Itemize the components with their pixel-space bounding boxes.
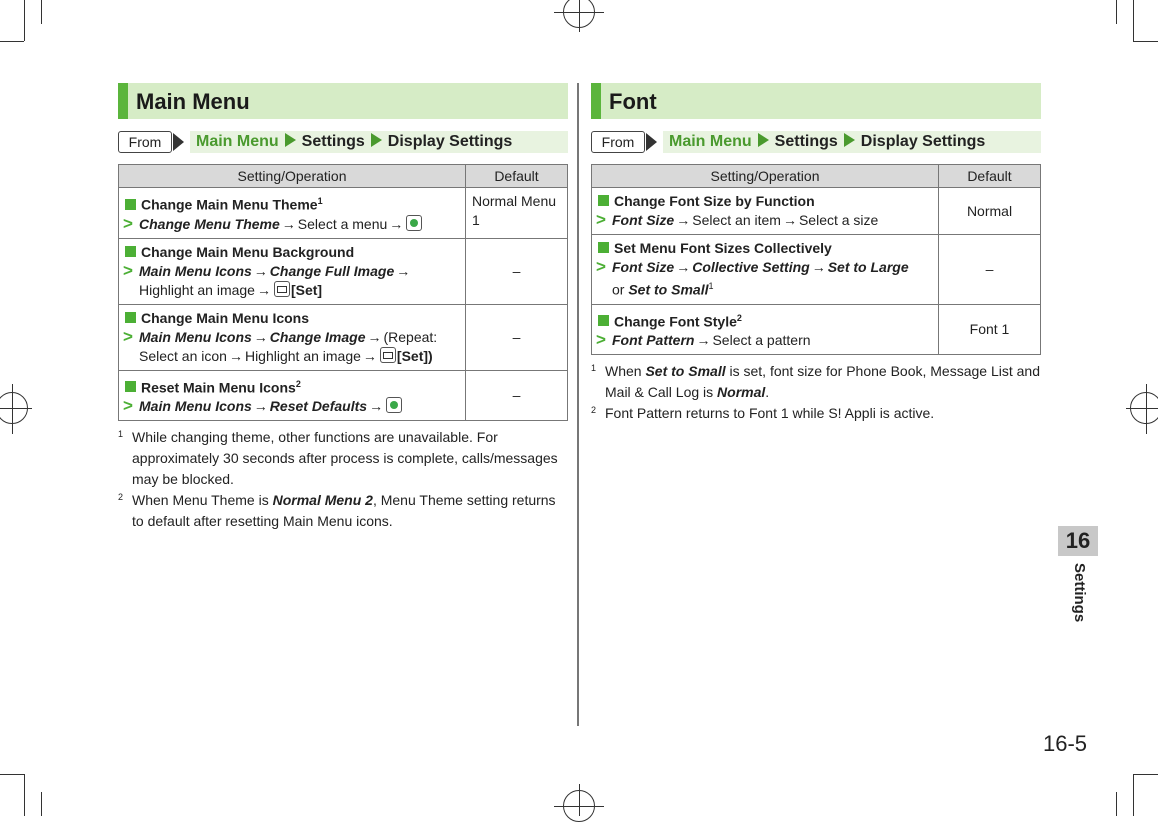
breadcrumb-item: Main Menu: [669, 133, 752, 150]
column-header: Setting/Operation: [119, 165, 466, 188]
menu-item: Change Full Image: [269, 262, 395, 279]
arrow-right-icon: →: [369, 398, 384, 415]
step-text: Highlight an image: [139, 281, 255, 298]
table-row: [592, 235, 1041, 305]
step-text: (Repeat:: [383, 328, 438, 345]
triangle-right-icon: [758, 133, 769, 147]
footnote-text: , Menu Theme setting returns to default after resetting Main Menu icons.: [132, 492, 556, 530]
table-row: [119, 238, 568, 304]
breadcrumb-item: Main Menu: [196, 133, 279, 150]
operation-steps: [125, 215, 459, 234]
footnote-emphasis: Set to Small: [645, 363, 726, 380]
from-arrow-icon: [646, 133, 657, 151]
mail-key-icon: [274, 281, 290, 297]
crop-mark: [1133, 774, 1134, 816]
table-header-row: [592, 165, 1041, 188]
crop-mark: [1116, 0, 1117, 24]
table-header-row: [119, 165, 568, 188]
crop-mark: [0, 408, 32, 409]
setting-label: Set Menu Font Sizes Collectively: [614, 240, 832, 256]
setting-label: Change Font Style: [614, 313, 737, 330]
green-square-icon: [125, 312, 136, 323]
menu-item: Font Pattern: [612, 332, 695, 349]
operation-cell: [119, 188, 466, 239]
green-square-icon: [598, 315, 609, 326]
footnote-emphasis: Normal: [717, 384, 766, 401]
section-header: [118, 83, 568, 119]
breadcrumb: [663, 131, 1041, 153]
arrow-right-icon: →: [256, 281, 271, 298]
arrow-right-icon: →: [676, 259, 691, 275]
footnote-ref: 1: [317, 196, 323, 206]
section-header: [591, 83, 1041, 119]
mail-key-icon: [380, 347, 396, 363]
font-section: [591, 83, 1041, 424]
menu-item: Main Menu Icons: [139, 328, 252, 345]
table-row: [119, 304, 568, 370]
footnote: [118, 427, 568, 490]
menu-item: Change Image: [269, 328, 366, 345]
crop-mark: [1146, 384, 1147, 434]
page-number: 16-5: [1043, 731, 1088, 756]
footnote-ref: 2: [736, 312, 742, 323]
footnote: [591, 361, 1041, 403]
crop-mark: [1126, 408, 1158, 409]
arrow-right-icon: →: [253, 262, 268, 279]
column-header: Default: [466, 165, 568, 188]
breadcrumb-item: Settings: [774, 133, 838, 150]
operation-cell: [119, 238, 466, 304]
crop-mark: [1116, 792, 1117, 816]
menu-item: Reset Defaults: [269, 398, 368, 415]
setting-name: [125, 243, 459, 262]
triangle-right-icon: [844, 133, 855, 147]
operation-cell: [592, 235, 939, 305]
crop-mark: [579, 0, 580, 32]
default-cell: Normal Menu 1: [466, 188, 568, 239]
operation-steps: [598, 258, 932, 300]
menu-item: Font Size: [612, 212, 675, 228]
arrow-right-icon: →: [696, 332, 711, 349]
footnotes: [591, 361, 1041, 424]
step-text: Select an icon: [139, 347, 227, 364]
menu-item: Font Size: [612, 259, 675, 275]
crop-mark: [1133, 41, 1158, 42]
center-key-icon: [406, 215, 422, 231]
column-header: Default: [939, 165, 1041, 188]
menu-item: Main Menu Icons: [139, 398, 252, 415]
default-cell: –: [466, 238, 568, 304]
main-menu-section: [118, 83, 568, 532]
table-row: [119, 370, 568, 421]
section-accent-bar: [118, 83, 128, 119]
crop-mark: [0, 774, 24, 775]
from-label: From: [118, 131, 172, 153]
operation-steps: [125, 262, 459, 300]
arrow-right-icon: →: [389, 215, 404, 232]
default-cell: Font 1: [939, 304, 1041, 355]
table-row: [119, 188, 568, 239]
step-text: Select a pattern: [712, 332, 811, 349]
menu-item: Collective Setting: [692, 259, 810, 275]
footnote-text: is set, font size for Phone Book, Message List and Mail & Call Log is: [605, 363, 1041, 401]
column-header: Setting/Operation: [592, 165, 939, 188]
crop-mark: [554, 806, 604, 807]
crop-mark: [41, 792, 42, 816]
breadcrumb-item: Settings: [301, 133, 365, 150]
footnote-text: .: [765, 384, 770, 401]
operation-cell: [592, 304, 939, 355]
setting-label: Change Main Menu Icons: [141, 309, 310, 326]
step-arrow-icon: >: [123, 213, 133, 233]
footnote-number: 2: [591, 405, 597, 416]
setting-name: [125, 309, 459, 328]
crop-mark: [1133, 774, 1158, 775]
footnote-text: When: [605, 363, 646, 380]
setting-name: [125, 192, 459, 215]
setting-label: Change Main Menu Theme: [141, 196, 318, 213]
arrow-right-icon: →: [811, 259, 826, 275]
chapter-number: 16: [1058, 526, 1098, 556]
softkey-label: [Set]: [290, 281, 323, 298]
arrow-right-icon: →: [253, 328, 268, 345]
step-arrow-icon: >: [596, 210, 606, 229]
step-arrow-icon: >: [596, 257, 606, 276]
footnotes: [118, 427, 568, 532]
arrow-right-icon: →: [396, 262, 411, 279]
step-text: Select a size: [798, 212, 879, 228]
crop-mark: [41, 0, 42, 24]
operation-steps: [125, 328, 459, 366]
green-square-icon: [125, 381, 136, 392]
menu-path: [118, 131, 568, 153]
footnote-emphasis: Normal Menu 2: [272, 492, 373, 509]
default-cell: Normal: [939, 188, 1041, 235]
footnote-ref: 1: [708, 281, 714, 291]
table-row: [592, 188, 1041, 235]
operation-cell: [119, 304, 466, 370]
crop-mark: [554, 12, 604, 13]
crop-mark: [0, 41, 24, 42]
setting-name: [125, 375, 459, 398]
footnote-number: 2: [118, 492, 124, 503]
green-square-icon: [598, 195, 609, 206]
setting-name: [598, 192, 932, 211]
default-cell: –: [939, 235, 1041, 305]
menu-item: Set to Small: [628, 281, 709, 298]
crop-mark: [1133, 0, 1134, 41]
default-cell: –: [466, 304, 568, 370]
arrow-right-icon: →: [676, 212, 691, 228]
step-text: Highlight an image: [244, 347, 361, 364]
chapter-name: Settings: [1071, 563, 1088, 623]
green-square-icon: [125, 246, 136, 257]
step-text: Select an item: [692, 212, 781, 228]
operation-steps: [598, 331, 932, 350]
footnote-number: 1: [591, 363, 597, 374]
arrow-right-icon: →: [782, 212, 797, 228]
menu-path: [591, 131, 1041, 153]
default-cell: –: [466, 370, 568, 421]
setting-name: [598, 309, 932, 332]
breadcrumb-item: Display Settings: [860, 133, 986, 150]
crop-mark: [24, 774, 25, 816]
triangle-right-icon: [371, 133, 382, 147]
step-arrow-icon: >: [596, 330, 606, 350]
crop-mark: [24, 0, 25, 41]
step-arrow-icon: >: [123, 260, 133, 280]
green-square-icon: [598, 242, 609, 253]
setting-label: Change Main Menu Background: [141, 243, 355, 260]
arrow-right-icon: →: [253, 398, 268, 415]
crop-mark: [12, 384, 13, 434]
section-accent-bar: [591, 83, 601, 119]
settings-table: [118, 164, 568, 421]
setting-name: [598, 239, 932, 258]
column-divider: [577, 83, 579, 726]
footnote: [118, 490, 568, 532]
menu-item: Change Menu Theme: [139, 215, 280, 232]
from-label: From: [591, 131, 645, 153]
step-arrow-icon: >: [123, 396, 133, 416]
operation-cell: [592, 188, 939, 235]
section-title: Main Menu: [136, 89, 250, 114]
arrow-right-icon: →: [362, 347, 377, 364]
footnote-number: 1: [118, 429, 124, 440]
setting-label: Change Font Size by Function: [614, 193, 815, 209]
breadcrumb-item: Display Settings: [387, 133, 513, 150]
footnote-text: Font Pattern returns to Font 1 while S! Appli is active.: [605, 405, 935, 422]
footnote: [591, 403, 1041, 424]
footnote-text: While changing theme, other functions are unavailable. For approximately 30 seconds after process is complete, calls/messages may be blocked.: [132, 429, 558, 488]
step-text: or: [612, 281, 625, 298]
arrow-right-icon: →: [367, 328, 382, 345]
menu-item: Set to Large: [827, 259, 909, 275]
step-arrow-icon: >: [123, 326, 133, 346]
arrow-right-icon: →: [281, 215, 296, 232]
crop-mark: [579, 784, 580, 816]
footnote-ref: 2: [295, 378, 301, 389]
softkey-label: [Set]): [396, 347, 433, 364]
operation-cell: [119, 370, 466, 421]
breadcrumb: [190, 131, 568, 153]
settings-table: [591, 164, 1041, 355]
from-arrow-icon: [173, 133, 184, 151]
arrow-right-icon: →: [228, 347, 243, 364]
center-key-icon: [386, 397, 402, 413]
setting-label: Reset Main Menu Icons: [141, 379, 296, 396]
section-title: Font: [609, 89, 657, 114]
table-row: [592, 304, 1041, 355]
operation-steps: [598, 211, 932, 230]
footnote-text: When Menu Theme is: [132, 492, 273, 509]
triangle-right-icon: [285, 133, 296, 147]
operation-steps: [125, 397, 459, 416]
menu-item: Main Menu Icons: [139, 262, 252, 279]
green-square-icon: [125, 199, 136, 210]
step-text: Select a menu: [297, 215, 388, 232]
